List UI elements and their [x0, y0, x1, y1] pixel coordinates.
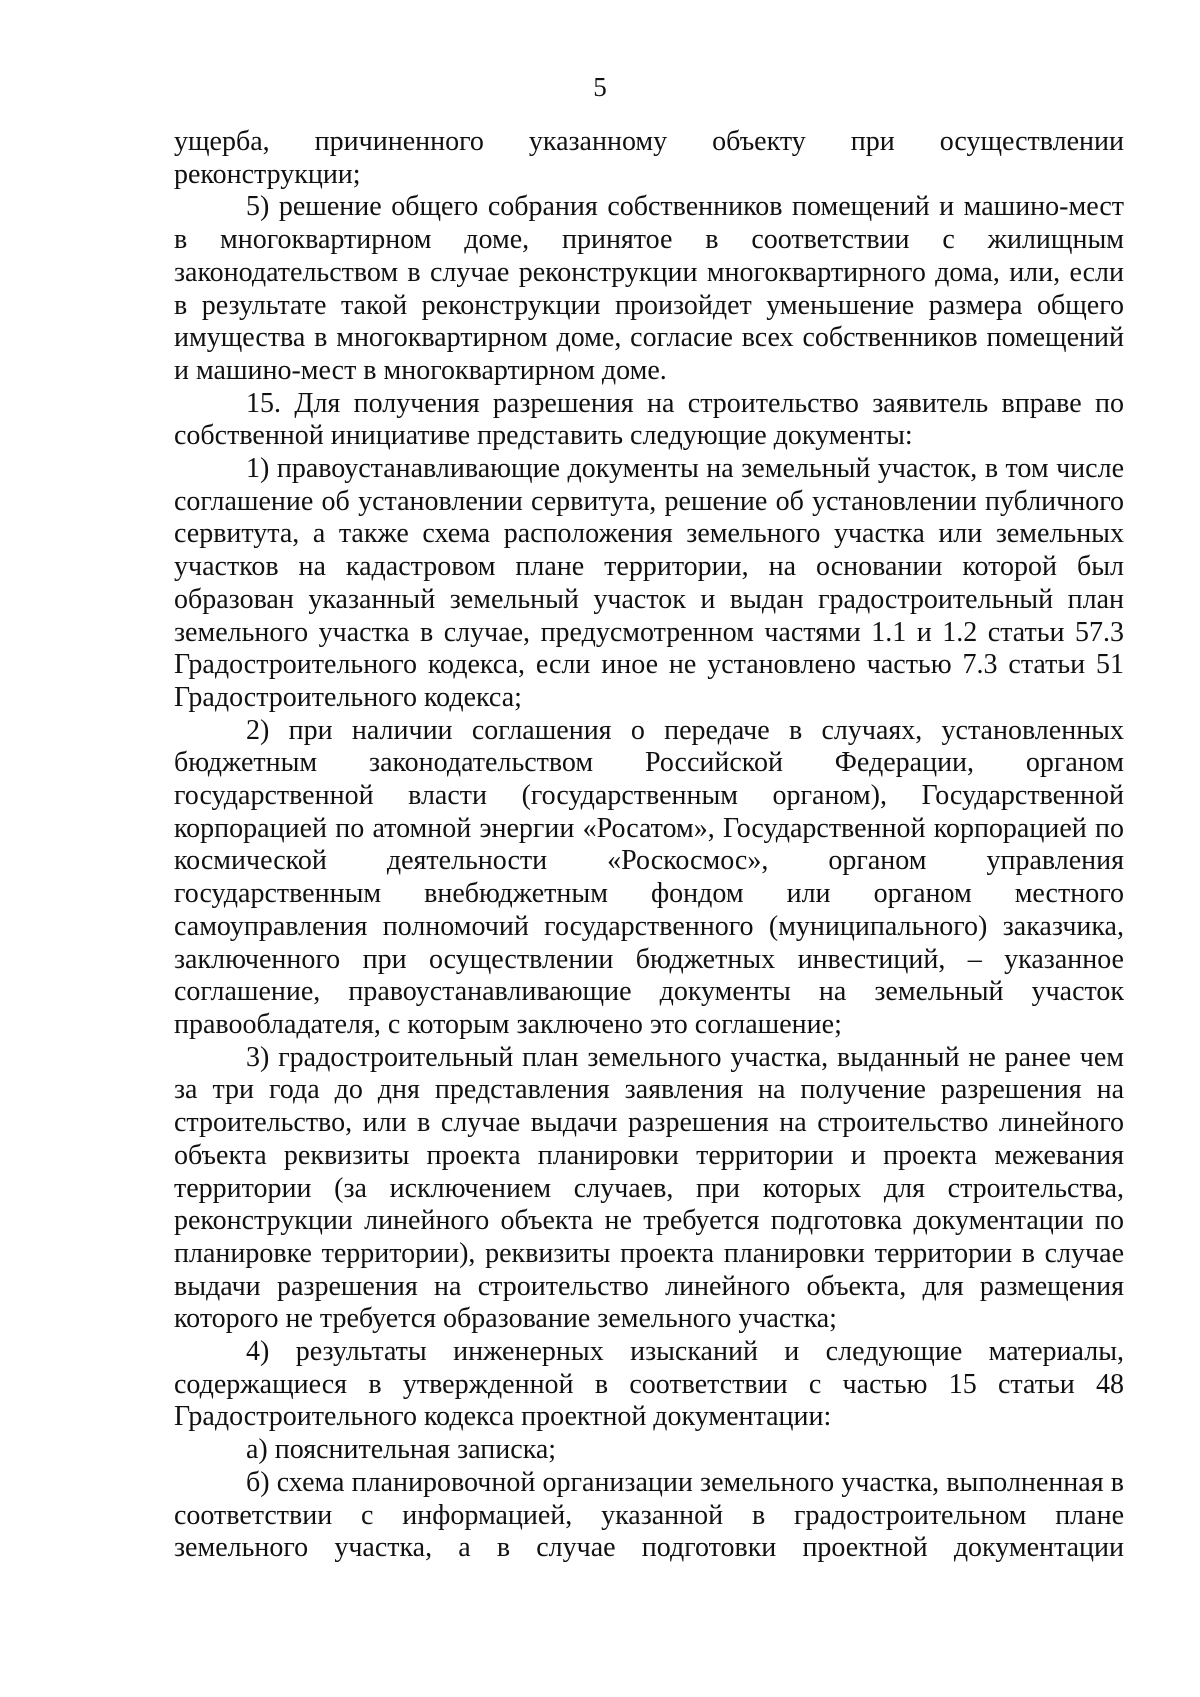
document-body — [174, 126, 1124, 1565]
paragraph-item-3-urban-plan: 3) градостроительный план земельного участка, выданный не ранее чем за три года до дня представления заявления на получение разрешения на строительство, или в случае выдачи разрешения на строительство линейного объекта реквизиты проекта планировки территории и проекта межевания территории (за исключением случаев, при которых для строительства, реконструкции линейного объекта не требуется подготовка документации по планировке территории), реквизиты проекта планировки территории в случае выдачи разрешения на строительство линейного объекта, для размещения которого не требуется образование земельного участка; — [174, 1041, 1124, 1335]
paragraph-item-5-owners-decision: 5) решение общего собрания собственников помещений и машино-мест в многоквартирном доме, принятое в соответствии с жилищным законодательством в случае реконструкции многоквартирного дома, или, если в результате такой реконструкции произойдет уменьшение размера общего имущества в многоквартирном доме, согласие всех собственников помещений и машино-мест в многоквартирном доме. — [174, 191, 1124, 386]
paragraph-subitem-b: б) схема планировочной организации земельного участка, выполненная в соответствии с информацией, указанной в градостроительном плане земельного участка, а в случае подготовки проектной документации — [174, 1466, 1124, 1564]
paragraph-clause-15: 15. Для получения разрешения на строительство заявитель вправе по собственной инициативе представить следующие документы: — [174, 387, 1124, 452]
paragraph-item-4-engineering-surveys: 4) результаты инженерных изысканий и следующие материалы, содержащиеся в утвержденной в соответствии с частью 15 статьи 48 Градостроительного кодекса проектной документации: — [174, 1336, 1124, 1433]
page-number: 5 — [593, 72, 607, 102]
paragraph-item-1-land-documents: 1) правоустанавливающие документы на земельный участок, в том числе соглашение об установлении сервитута, решение об установлении публичного сервитута, а также схема расположения земельного участка или земельных участков на кадастровом плане территории, на основании которой был образован указанный земельный участок и выдан градостроительный план земельного участка в случае, предусмотренном частями 1.1 и 1.2 статьи 57.3 Градостроительного кодекса, если иное не установлено частью 7.3 статьи 51 Градостроительного кодекса; — [174, 453, 1124, 713]
paragraph-item-2-agreement: 2) при наличии соглашения о передаче в случаях, установленных бюджетным законодательством Российской Федерации, органом государственной власти (государственным органом), Государственной корпорацией по атомной энергии «Росатом», Государственной корпорацией по космической деятельности «Роскосмос», органом управления государственным внебюджетным фондом или органом местного самоуправления полномочий государственного (муниципального) заказчика, заключенного при осуществлении бюджетных инвестиций, – указанное соглашение, правоустанавливающие документы на земельный участок правообладателя, с которым заключено это соглашение; — [174, 714, 1124, 1040]
paragraph-subitem-a: а) пояснительная записка; — [246, 1434, 557, 1466]
paragraph-damage-continuation: ущерба, причиненного указанному объекту при осуществлении реконструкции; — [174, 126, 1124, 190]
